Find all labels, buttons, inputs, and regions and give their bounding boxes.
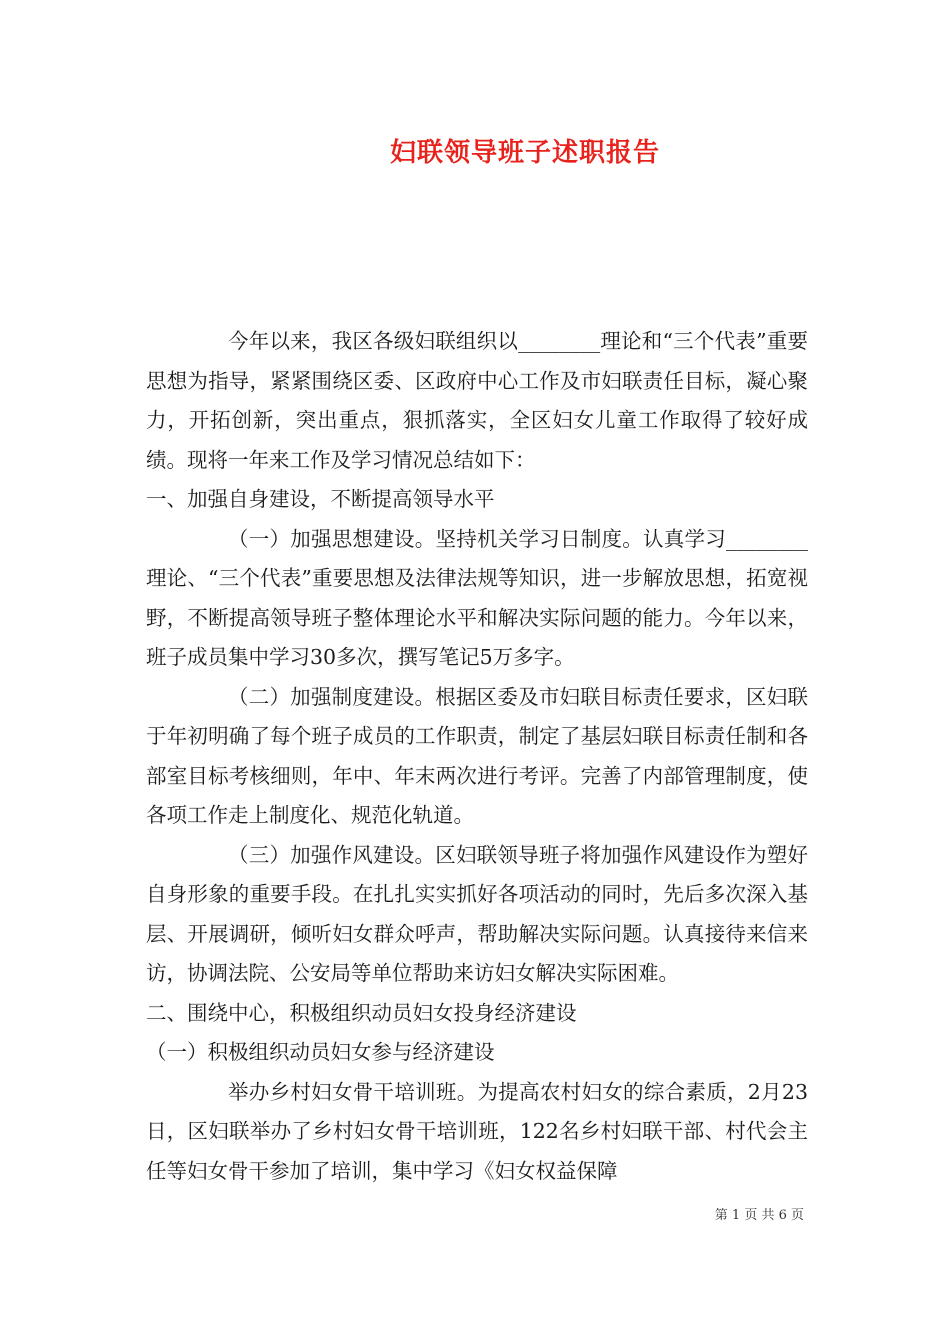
paragraph-training: 举办乡村妇女骨干培训班。为提高农村妇女的综合素质，2月23日，区妇联举办了乡村妇女骨干培训班，122名乡村妇联干部、村代会主任等妇女骨干参加了培训，集中学习《妇女权益保障: [146, 1079, 808, 1183]
paragraph-system: （二）加强制度建设。根据区委及市妇联目标责任要求，区妇联于年初明确了每个班子成员的工作职责，制定了基层妇联目标责任制和各部室目标考核细则，年中、年末两次进行考评。完善了内部管理制度，使各项工作走上制度化、规范化轨道。: [146, 684, 808, 827]
paragraph-ideology: （一）加强思想建设。坚持机关学习日制度。认真学习________理论、“三个代表”重要思想及法律法规等知识，进一步解放思想，拓宽视野，不断提高领导班子整体理论水平和解决实际问题的能力。今年以来，班子成员集中学习30多次，撰写笔记5万多字。: [146, 526, 808, 669]
section-heading-2: 二、围绕中心，积极组织动员妇女投身经济建设: [146, 1000, 577, 1025]
section-heading-1: 一、加强自身建设，不断提高领导水平: [146, 487, 495, 511]
document-title: 妇联领导班子述职报告: [389, 138, 660, 168]
subsection-heading-1: （一）积极组织动员妇女参与经济建设: [146, 1040, 495, 1064]
paragraph-work-style: （三）加强作风建设。区妇联领导班子将加强作风建设作为塑好自身形象的重要手段。在扎扎实实抓好各项活动的同时，先后多次深入基层、开展调研，倾听妇女群众呼声，帮助解决实际问题。认真接待来信来访，协调法院、公安局等单位帮助来访妇女解决实际困难。: [146, 842, 808, 985]
document-body: [146, 322, 808, 1191]
paragraph-intro: 今年以来，我区各级妇联组织以________理论和“三个代表”重要思想为指导，紧紧围绕区委、区政府中心工作及市妇联责任目标，凝心聚力，开拓创新，突出重点，狠抓落实，全区妇女儿童工作取得了较好成绩。现将一年来工作及学习情况总结如下：: [146, 329, 808, 472]
page-footer: 第 1 页 共 6 页: [714, 1208, 804, 1223]
